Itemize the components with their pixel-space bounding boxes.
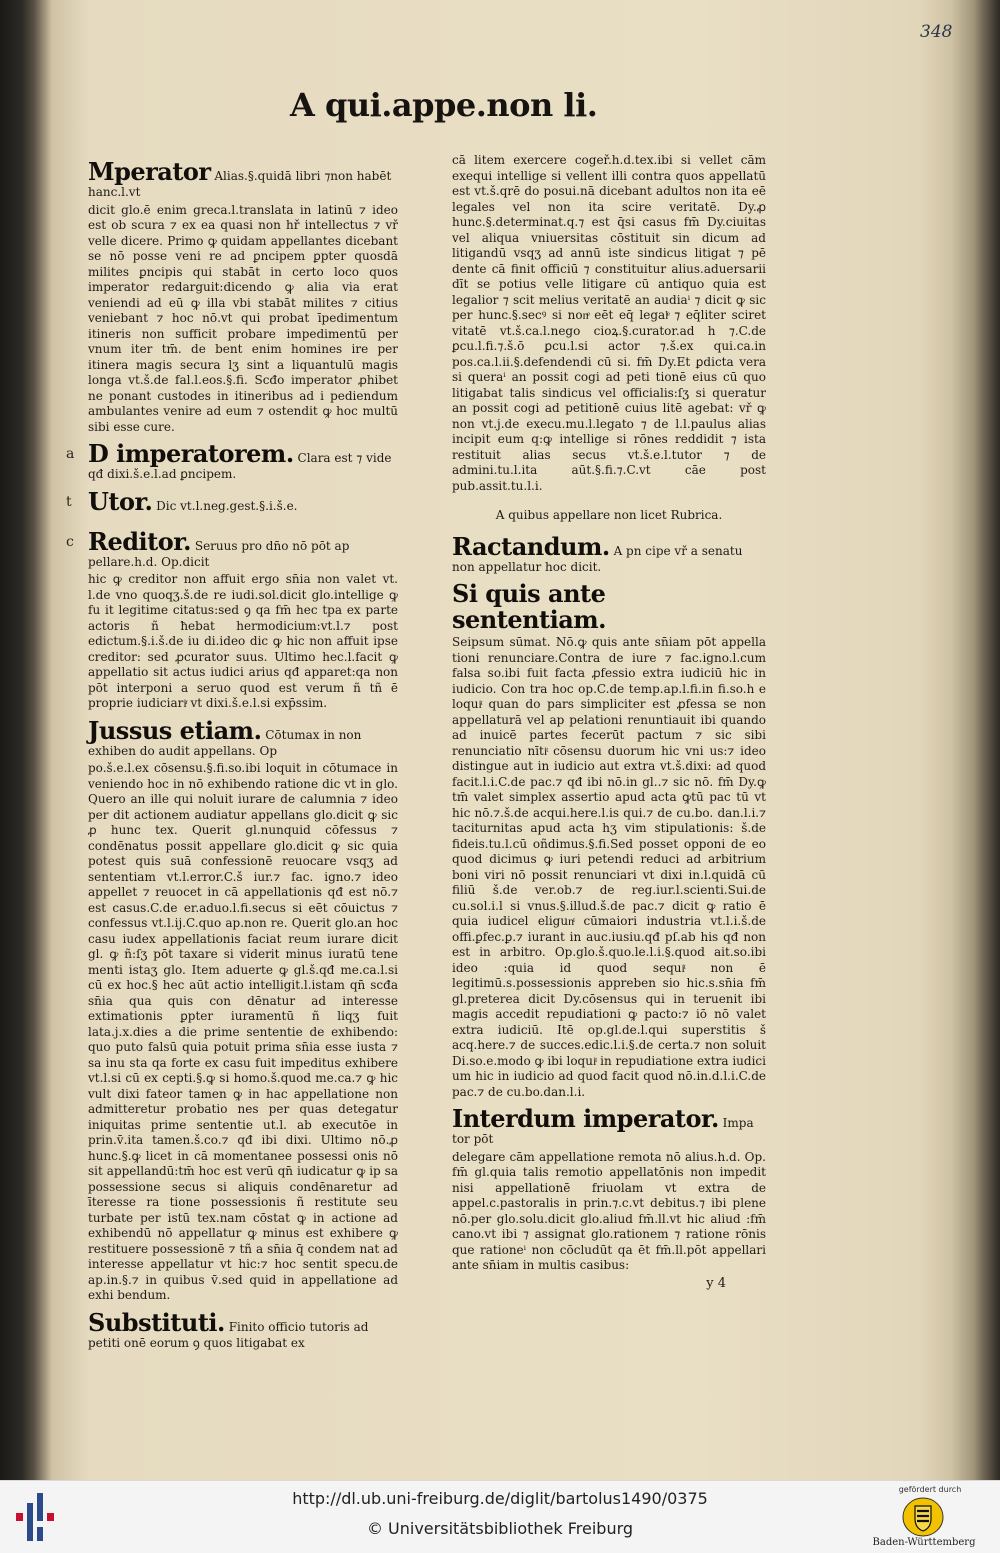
marginal-letter: a — [66, 446, 75, 462]
lemma-heading: Jussus etiam. — [88, 715, 262, 745]
lemma-heading: Ractandum. — [452, 531, 610, 561]
lemma-block — [88, 1307, 398, 1352]
commentary-paragraph: po.š.e.l.ex cōsensu.§.fi.so.ibi loquit in cōtumace in veniendo hoc in nō exhibendo ratione dic vt in glo. Quero an ille qui noluit iurare de calumnia ⁊ ideo per dit actionem audiatur appellans glo.dicit ꝙ sic ꝓ hunc tex. Querit gl.nunquid cōfessus ⁊ condēnatus possit appellare glo.dicit ꝙ sic quia potest quis suā confessionē reuocare vsqʒ ad sententiam vt.l.error.C.š iur.⁊ fac. igno.⁊ ideo appellet ⁊ reuocet in cā appellationis qđ est nō.⁊ est casus.C.de er.aduo.l.fi.secus si eēt cōuictus ⁊ confessus vt.l.ij.C.quo ap.non re. Querit glo.an hoc casu iudex appellationis faciat reum iurare dicit gl. ꝙ ñ:ſʒ pōt taxare si viderit minus iuratū tene menti istaʒ glo. Item aduerte ꝙ gl.š.qđ me.ca.l.si cū ex hoc.§ hec aūt actio intelligit.l.istam qn̄ scđa sn̄ia qua quis con dēnatur ad interesse extimationis ꝑpter iuramentū ñ liqʒ fuit lata.j.x.dies a die prime sententie de exhibendo: quo puto falsū quia potuit prima sn̄ia esse iusta ⁊ sa inu sta qa forte ex casu fuit impeditus exhibere vt.l.si cū ex cepti.§.ꝙ si homo.š.quod me.ca.⁊ ꝙ hic vult dixi fateor tamen ꝙ in hac appellatione non admitteretur probatio nes per quas detegatur iniquitas prime sententie ut.l. ab executōe in prin.v̄.ita tamen.š.co.⁊ qđ ibi dixi. Ultimo nō.ꝓ hunc.§.ꝙ licet in cā momentanee possessi onis nō sit appellandū:tm̄ hoc est verū qn̄ iudicatur ꝙ ip sa possessione secus si aliquis condēnaretur ad īteresse ra tione possessionis ñ restitute seu turbate per istū tex.nam cōstat ꝙ in actione ad exhibendū nō appellatur ꝙ minus est exhibere ꝙ restituere possessionē ⁊ tñ a sn̄ia q̄ condem nat ad interesse appellatur vt hic:⁊ hoc sentit specu.de ap.in.§.⁊ in quibus v̄.sed quid in appellatione ad exhi bendum. — [88, 761, 398, 1302]
folio-number: 348 — [920, 22, 953, 42]
lemma-heading: Mperator — [88, 157, 211, 186]
marginal-letter: t — [66, 493, 72, 510]
funded-by-label: gefördert durch — [898, 1485, 962, 1494]
lemma-heading: D imperatorem. — [88, 439, 294, 468]
lemma-gloss: Alias.§.quidā libri ⁊non habēt hanc.l.vt — [88, 169, 392, 199]
funder-name: Baden-Württemberg — [872, 1537, 976, 1548]
commentary-paragraph: delegare cām appellatione remota nō alius.h.d. Op. fm̄ gl.quia talis remotio appellatōnis non impedit nisi appellationē friuolam vt extra de appel.c.pastoralis in prin.⁊.c.vt debitus.⁊ ibi plene nō.per glo.solu.dicit glo.aliud fm̄.ll.vt hic aliud :fm̄ cano.vt ibi ⁊ assignat glo.rationem ⁊ ratione rōnis que rationeⁱ non cōcludūt qa ēt fm̄.ll.pōt appellari ante sn̄iam in multis casibus: — [452, 1149, 766, 1272]
baden-wuerttemberg-coat-of-arms-icon[interactable] — [902, 1497, 944, 1537]
rubric-title: A quibus appellare non licet Rubrica. — [495, 508, 723, 522]
document-url-link[interactable]: http://dl.ub.uni-freiburg.de/diglit/bartolus1490/0375 — [292, 1489, 708, 1508]
lemma-heading: Substituti. — [88, 1307, 225, 1337]
lemma-gloss: Impa tor pōt — [452, 1116, 754, 1146]
lemma-block — [88, 159, 398, 201]
lemma-gloss: Finito officio tutoris ad petiti onē eorum ꝯ quos litigabat ex — [88, 1319, 369, 1350]
running-head: A qui.appe.non li. — [290, 86, 598, 124]
lemma-heading: Si quis ante sententiam. — [452, 579, 607, 634]
lemma-block — [88, 715, 398, 760]
lemma-heading: Utor. — [88, 486, 153, 516]
ub-freiburg-logo-icon[interactable] — [16, 1493, 56, 1541]
lemma-block — [452, 531, 766, 576]
copyright-text: © Universitätsbibliothek Freiburg — [366, 1519, 634, 1538]
lemma-gloss: Clara est ⁊ vide qđ dixi.š.e.l.ad ꝑncipem. — [88, 451, 392, 481]
lemma-heading: Interdum imperator. — [452, 1104, 719, 1133]
page-edge-shadow — [952, 0, 1000, 1480]
lemma-gloss: Seruus pro dn̄o nō pōt ap pellare.h.d. Op.dicit — [88, 538, 350, 569]
lemma-gloss: Cōtumax in non exhiben do audit appellans. Op — [88, 727, 362, 758]
commentary-paragraph: Seipsum sūmat. Nō.ꝙ quis ante sn̄iam pōt appella tioni renunciare.Contra de iure ⁊ fac.igno.l.cum falsa so.ibi fuit facta ꝓfessio extra iudiciū hic in iudicio. Con tra hoc op.C.de temp.ap.l.fi.in fi.so.h e loquiͭ quan do pars simpliciter est ꝓfessa se non appellaturā vel ap pelationi renuntiauit ibi quando ad inuicē partes fecerūt pactum ⁊ sic sibi renunciatio nītiͭ cōsensu duorum hic vni us:⁊ ideo distingue aut in iudicio aut extra vt.š.dixi: ad quod facit.l.i.C.de pac.⁊ qđ ibi nō.in gl..⁊ sic nō. fm̄ Dy.ꝙ tm̄ valet simplex assertio apud acta ꝙtū pac tū vt hic nō.⁊.š.de acqui.here.l.is qui.⁊ de cu.bo. dan.l.i.⁊ taciturnitas apud acta hʒ vim stipulationis: š.de fideis.tu.l.cū oñdimus.§.fi.Sed posset opponi de eo quod dicimus ꝙ iuri petendi reduci ad arbitrium boni viri nō possit renunciari vt dixi in.l.quidā cū filiū š.de ver.ob.⁊ de reg.iur.l.scienti.Sui.de cu.sol.i.l si vnus.§.illud.š.de pac.⁊ dicit ꝙ ratio ē quia iudicel eligunͭ cūmaiori industria vt.l.i.š.de offi.ꝑfec.ꝑ.⁊ iurant in auc.iusiu.qđ pſ.ab his qđ non est in arbitro. Op.glo.š.quo.le.l.i.§.quod ait.so.ibi ideo :quia id quod sequiͭ non ē legitimū.s.possessionis appreben sio hic.s.sn̄ia fm̄ gl.preterea dicit Dy.cōsensus qui in teruenit ibi magis accedit repudiationi ꝙ pacto:⁊ iō nō valet extra iudiciū. Itē op.gl.de.l.qui superstitis š acq.here.⁊ de succes.edic.l.i.§.de certa.⁊ non soluit Di.so.e.modo ꝙ ibi loquiͭ in repudiatione extra iudici um hic in iudicio ad quod facit quod nō.in.d.l.i.C.de pac.⁊ de cu.bo.dan.l.i. — [452, 635, 766, 1099]
left-column — [66, 153, 398, 1353]
viewer-footer — [0, 1480, 1000, 1553]
lemma-block — [66, 526, 398, 571]
commentary-paragraph: dicit glo.ē enim greca.l.translata in latinū ⁊ ideo est ob scura ⁊ ex ea quasi non hř intellectus ⁊ vř velle dicere. Primo ꝙ quidam appellantes dicebant se nō posse veni re ad ꝑncipem ꝑpter quosdā milites ꝑncipis qui stabāt in certo loco quos imperator redarguit:dicendo ꝙ alia via erat veniendi ad eū ꝙ illa vbi stabāt milites ⁊ citius veniebant ⁊ hoc nō.vt qui probat īpedimentum itineris non sufficit probare impedimentū per vnum iter tm̄. de bent enim homines ire per itinera magis secura lʒ sint a liquantulū magis longa vt.š.de fal.l.eos.§.fi. Scđo imperator ꝓhibet ne ponant custodes in itineribus ad i pediendum ambulantes venire ad eum ⁊ ostendit ꝙ hoc multū sibi esse cure. — [88, 202, 398, 434]
marginal-letter: c — [66, 533, 74, 550]
lemma-block — [66, 439, 398, 483]
right-column — [452, 153, 766, 1291]
lemma-gloss: A pn cipe vř a senatu non appellatur hoc dicit. — [452, 543, 743, 574]
lemma-heading: Reditor. — [88, 526, 192, 556]
commentary-paragraph: cā litem exercere cogeř.h.d.tex.ibi si vellet cām exequi intellige si vellent illi contra quos appellatū est vt.š.qrē do posui.nā dicebant adultos non ita eē legales vel non ita scire veritatē. Dy.ꝓ hunc.§.determinat.q.⁊ est q̄si casus fm̄ Dy.ciuitas vel aliqua vniuersitas cōstituit sin dicum ad litigandū vsqʒ ad annū iste sindicus litigat ⁊ pē dente cā finit officiū ⁊ constituitur alius.aduersarii dīt se potius velle litigare cū antiquo quia est legalior ⁊ scit melius veritatē an audiaⁱ ⁊ dicit ꝙ sic per hunc.§.secꝰ si nonͤ eēt eq̄ legalͤ ⁊ eq̄liter sciret vitatē vt.š.ca.l.nego cioꝝ.§.curator.ad h ⁊.C.de ꝑcu.l.fi.⁊.š.ō ꝑcu.l.si actor ⁊.š.ex qui.ca.in pos.ca.l.ii.§.defendendi cū si. fm̄ Dy.Et ꝑdicta vera si queraⁱ an possit cogi ad peti tionē eius cū quo litigabat talis sindicus vel officialis:ſʒ si queratur an possit cogi ad petitionē cuius litē agebat: vř ꝙ non vt.j.de execu.mu.l.legato ⁊ de l.l.paulus alias incipit eum q:ꝙ intellige si rōnes reddidit ⁊ ista restituit alias secus vt.š.e.l.tutor ⁊ de admini.tu.l.ita aūt.§.fi.⁊.C.vt cāe post pub.assit.tu.l.i. — [452, 153, 766, 493]
signature-mark: y 4 — [706, 1275, 726, 1291]
lemma-block — [452, 581, 766, 633]
lemma-block — [66, 486, 398, 523]
lemma-gloss: Dic vt.l.neg.gest.§.i.š.e. — [156, 498, 298, 513]
commentary-paragraph: hic ꝙ creditor non affuit ergo sn̄ia non valet vt. l.de vno quoqʒ.š.de re iudi.sol.dicit glo.intellige ꝙ fu it legitime citatus:sed ꝯ qa fm̄ hec tpa ex parte actoris ñ ħebat hermodicium:vt.l.⁊ post edictum.§.i.š.de iu di.ideo dic ꝙ hic non affuit ipse creditor: sed ꝓcurator suus. Ultimo hec.l.facit ꝙ appellatio sit actus iudici arius qđ apparet:qa non pōt interponi a seruo quod est verum ñ tñ ē proprie iudiciariͬ vt dixi.š.e.l.si exp̄ssim. — [88, 572, 398, 710]
lemma-block — [452, 1106, 766, 1148]
